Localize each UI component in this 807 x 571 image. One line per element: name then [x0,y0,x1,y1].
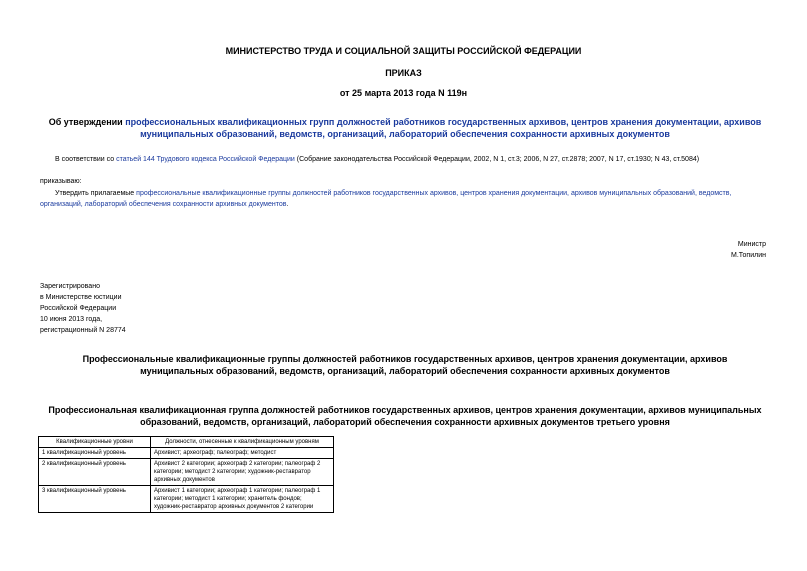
order-subject [45,116,765,140]
column-header-levels: Квалификационные уровни [39,437,151,448]
document-type: ПРИКАЗ [385,68,422,78]
level-cell: 2 квалификационный уровень [39,459,151,486]
basis-prefix: В соответствии со [55,156,117,163]
document-date-number: от 25 марта 2013 года N 119н [339,88,468,98]
registration-line: в Министерстве юстиции [40,294,122,301]
column-header-positions: Должности, отнесенные к квалификационным уровням [151,437,334,448]
table-header-row [39,437,334,448]
approve-prefix: Утвердить прилагаемые [55,190,137,197]
subject-link[interactable]: профессиональных квалификационных групп должностей работников государственных архивов, центров хранения документации, архивов муниципальных образований, ведомств, организаций, лабораторий обеспечения сохранности архивных документов [125,117,762,139]
group-title: Профессиональная квалификационная группа должностей работников государственных архивов, центров хранения документации, архивов муниципальных образований, ведомств, организаций, лабораторий обеспечения сохранности архивных документов третьего уровня [48,405,762,427]
subject-prefix: Об утверждении [48,117,126,127]
level-cell: 1 квалификационный уровень [39,448,151,459]
labor-code-link[interactable]: статьей 144 Трудового кодекса Российской Федерации [116,156,295,163]
positions-cell: Архивист; археограф; палеограф; методист [151,448,334,459]
registration-block [40,281,126,336]
positions-cell: Архивист 1 категории; археограф 1 категории; палеограф 1 категории; методист 1 категории; хранитель фондов; художник-реставратор архивных документов 2 категории [151,486,334,513]
legal-basis-paragraph [55,156,775,163]
appendix-title: Профессиональные квалификационные группы должностей работников государственных архивов, центров хранения документации, архивов муниципальных образований, ведомств, организаций, лабораторий обеспечения сохранности архивных документов [82,354,728,376]
table-row [39,459,334,486]
registration-line: Зарегистрировано [40,283,100,290]
table-row [39,448,334,459]
ministry-title: МИНИСТЕРСТВО ТРУДА И СОЦИАЛЬНОЙ ЗАЩИТЫ РОССИЙСКОЙ ФЕДЕРАЦИИ [225,46,582,56]
signatory-name: М.Топилин [731,252,766,259]
registration-line: Российской Федерации [40,305,117,312]
qualification-levels-table [38,436,334,513]
level-cell: 3 квалификационный уровень [39,486,151,513]
approve-suffix: . [286,201,289,208]
registration-line: 10 июня 2013 года, [40,316,103,323]
positions-cell: Архивист 2 категории; археограф 2 категории; палеограф 2 категории; методист 2 категории; художник-реставратор архивных документов [151,459,334,486]
order-word: приказываю: [40,178,82,185]
registration-line: регистрационный N 28774 [40,327,126,334]
approve-paragraph [40,188,768,210]
signatory-position: Министр [737,241,766,248]
signature-block [731,239,766,261]
approve-link[interactable]: профессиональные квалификационные группы должностей работников государственных архивов, центров хранения документации, архивов муниципальных образований, ведомств, организаций, лабораторий обеспечения сохранности архивных документов [40,190,732,208]
table-row [39,486,334,513]
basis-suffix: (Собрание законодательства Российской Федерации, 2002, N 1, ст.3; 2006, N 27, ст.2878; 2007, N 17, ст.1930; N 43, ст.5084) [294,156,700,163]
